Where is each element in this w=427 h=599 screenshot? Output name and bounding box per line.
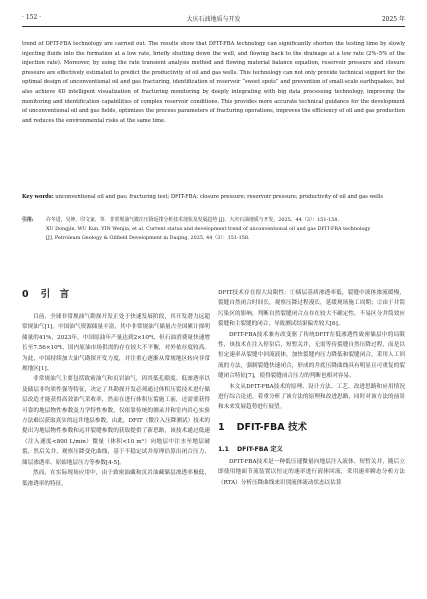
english-abstract: trend of DFIT-FBA technology are carried out. The results show that DFIT-FBA technology can significantly shorten the testing time by slowly injecting fluids into the formation at a low rate, briefly shutting down the well, and flowing back to the drainage at a low rate (2%–5% of the injection rate). Moreover, by using the rate transient analysis method and flowing material balance equation, reservoir pressure and closure pressure are effectively estimated to predict the productivity of oil and gas wells. This technology can not only provide technical support for the optimal design of unconventional oil and gas fracturing, identification of reservoir “sweet spots” and prevention of small-scale earthquakes, but also achieve 4D intelligent visualization of fracturing monitoring by deeply integrating with big data processing technology, improving the monitoring and identification capabilities of complex reservoir conditions. This provides more accurate technical guidance for the development of unconventional oil and gas fields, optimizes the process parameters of fracturing operations, improves the efficiency of oil and gas production and reduces the environmental risks at the same time. (22, 41, 405, 124)
section-title: DFIT-FBA 技术 (236, 421, 307, 433)
intro-paragraph-2: 非常规油气主要包括致密油气和页岩油气，因其低孔隙度、低渗透率以及储层非均质性强等特征，决定了其勘探开发必须通过体积压裂技术进行储层改造才能获得高效油气采收率，然而在进行体积压裂施工前，还需要获得可靠的地层物性参数及力学特性参数，仅依靠传统的测录井和室内岩心实验方法难以获取真实的远井地层参数。由此，DFIT（微注入压降测试）技术的提出为地层物性参数和远井裂缝参数的获取提供了新思路，该技术通过低速（注入速度<800 L/min）微量（体积<10 m³）向地层中注水至地层破裂，然后关井，观察压降变化曲线，基于不稳定试井原理估算出闭合压力、储层渗透率、原始地层压力等参数[4-5]。 (22, 376, 210, 466)
english-keywords (22, 193, 405, 203)
subsection-number: 1.1 (218, 445, 229, 453)
page-number: · 152 · (22, 14, 42, 21)
definition-paragraph: DFIT-FBA技术是一种低压速微量向地层注入液体、短暂关井，随后立即使用地面节流装置以恒定的速率进行液体回流，采用速率瞬态分析方法（RTA）分析压降曲线来识别流体流动状态以估算 (218, 458, 405, 486)
citation-english-line1: XU Dongjin, WU Kun, YIN Wenjia, et al. Current status and development trend of unconventional oil and gas DFIT-FBA technology (46, 226, 371, 232)
right-column (218, 288, 405, 488)
intro-paragraph-4: DFIT-FBA技术兼有改变驱了传统DFIT在低渗透性致密储层中的局限性，该技术在注入停泵后，短暂关井，无需等待裂缝自然压降过程，而是以恒定速率从裂缝中回流液体，加快裂缝内压力降低和裂缝闭合，采用人工回流的方法，强制裂缝快速闭合，形成的井底压降曲线具有明显且可重复的裂缝闭合特征[7]，使得裂缝闭合压力的判断也相对容易。 (218, 331, 405, 380)
subsection-title: DFIT-FBA 定义 (236, 445, 283, 453)
journal-year: 2025 年 (381, 16, 405, 23)
section-title: 引 言 (40, 289, 70, 300)
intro-paragraph-1: 目前，全球非常规油气勘探开发正处于快速发展阶段，其开发潜力远超常规油气[1]。中国油气资源储量丰富，其中非常规油气储量占全国累计探明储量的41%，2023年，中国原油年产量达到2×10⁸t，但石油消费量快速增长至7.56×10⁸t，国内原油市场供需的存在较大不平衡，对外依存度较高。为此，中国持续加大油气勘探开发力度，并注重心逐渐从常规地区转向非常规地区[1]。 (22, 314, 210, 373)
subsection-heading-definition (218, 445, 405, 455)
intro-continuation-paragraph: DFIT技术存在很大局限性：①储层基质渗透率低，裂缝中液体渗流缓慢，裂缝自然闭合时间长，观察压降过程漫长，延缓现场施工周期；②由于井筒污染区的影响，判断自然裂缝闭合点存在较大不确定性，不易区分井筒效应裂缝和主裂缝的闭合，导致测试结果偏差较大[6]。 (218, 290, 405, 328)
keywords-text: unconventional oil and gas; fracturing test; DFIT-FBA; closure pressure; reservoir pressure; productivity of oil and gas wells (55, 194, 384, 200)
citation-label: 引用: (22, 217, 34, 223)
left-column (22, 288, 210, 489)
section-heading-introduction (22, 288, 210, 302)
citation-english-line2: [J]. Petroleum Geology & Oilfield Development in Daqing, 2025, 44（3）：151-158. (46, 235, 250, 241)
intro-paragraph-3: 然而，在实际现场应用中，由于致密油藏和页岩油藏储层渗透率极低，低渗透率的特征， (22, 470, 210, 487)
section-number: 0 (22, 289, 29, 300)
citation-chinese: 许冬进，吴坤，印文家，等．非常规油气微注压降返排分析技术现状及发展趋势 [J]．大庆石油地质与开发，2025，44（3）：151-158. (46, 217, 340, 223)
journal-title: 大庆石油地质与开发 (186, 16, 241, 23)
intro-paragraph-5: 本文从DFIT-FBA技术的原理、设计方法、工艺、改进思路和应用情况进行综合论述，着重分析了该方法的原理和改进思路，同时对该方法的前景和未来发展趋势进行展望。 (218, 383, 405, 411)
section-spacer (218, 413, 405, 421)
section-heading-dfit-fba (218, 421, 405, 435)
citation-block (22, 216, 405, 243)
section-number: 1 (218, 421, 225, 433)
keywords-label: Key words: (22, 194, 54, 200)
page-header (22, 14, 405, 26)
header-divider (22, 26, 405, 27)
